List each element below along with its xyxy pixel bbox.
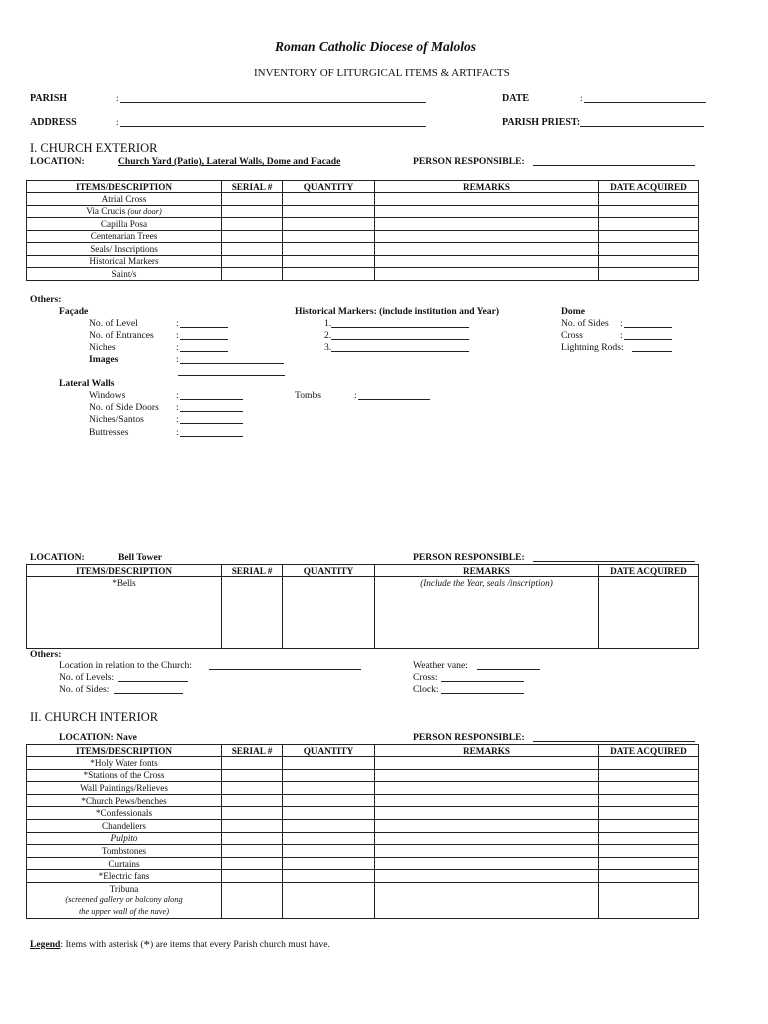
facade-niches-label: Niches xyxy=(89,342,116,353)
item-label: Pulpito xyxy=(27,832,222,845)
quantity-cell[interactable] xyxy=(283,845,375,858)
lateral-windows-label: Windows xyxy=(89,390,126,401)
table-row xyxy=(27,832,699,845)
section-church-exterior: I. CHURCH EXTERIOR xyxy=(30,141,158,155)
table-row xyxy=(27,857,699,870)
quantity-cell[interactable] xyxy=(283,832,375,845)
item-label xyxy=(27,882,222,918)
serial-cell[interactable] xyxy=(222,769,283,782)
colon: : xyxy=(176,402,179,413)
address-colon: : xyxy=(116,117,119,128)
item-label: Centenarian Trees xyxy=(27,230,222,243)
remarks-cell[interactable] xyxy=(375,870,599,883)
quantity-cell[interactable] xyxy=(283,193,375,206)
serial-cell[interactable] xyxy=(222,268,283,281)
serial-cell[interactable] xyxy=(222,577,283,649)
bell-sides-label: No. of Sides: xyxy=(59,684,110,695)
facade-images-field-2[interactable] xyxy=(178,375,285,376)
bell-sides-field[interactable] xyxy=(114,693,183,694)
item-label: *Bells xyxy=(27,577,222,649)
parish-label: PARISH xyxy=(30,93,68,104)
bell-location-label: LOCATION: xyxy=(30,552,85,563)
colon: : xyxy=(176,414,179,425)
table-header-row xyxy=(27,565,699,577)
remarks-cell[interactable] xyxy=(375,782,599,795)
person-responsible-label: PERSON RESPONSIBLE: xyxy=(413,156,525,167)
date-cell[interactable] xyxy=(599,845,699,858)
date-cell[interactable] xyxy=(599,807,699,820)
col-items: ITEMS/DESCRIPTION xyxy=(27,745,222,757)
date-cell[interactable] xyxy=(599,757,699,770)
item-label: *Stations of the Cross xyxy=(27,769,222,782)
exterior-items-table xyxy=(26,180,699,281)
facade-entrances-label: No. of Entrances xyxy=(89,330,154,341)
marker-2-field[interactable] xyxy=(331,339,469,340)
nave-person-responsible-label: PERSON RESPONSIBLE: xyxy=(413,732,525,743)
colon: : xyxy=(176,427,179,438)
weather-vane-label: Weather vane: xyxy=(413,660,468,671)
quantity-cell[interactable] xyxy=(283,757,375,770)
table-row xyxy=(27,205,699,218)
parish-priest-field[interactable] xyxy=(580,126,704,127)
quantity-cell[interactable] xyxy=(283,870,375,883)
legend-text-b: ) are items that every Parish church must have. xyxy=(150,939,330,950)
colon: : xyxy=(176,390,179,401)
lateral-buttresses-field[interactable] xyxy=(180,436,243,437)
table-row xyxy=(27,243,699,256)
date-cell[interactable] xyxy=(599,857,699,870)
date-colon: : xyxy=(580,93,583,104)
remarks-cell[interactable] xyxy=(375,832,599,845)
col-remarks: REMARKS xyxy=(375,745,599,757)
nave-person-responsible-field[interactable] xyxy=(533,741,695,742)
item-text: Via Crucis xyxy=(86,205,126,216)
table-row xyxy=(27,870,699,883)
serial-cell[interactable] xyxy=(222,857,283,870)
quantity-cell[interactable] xyxy=(283,807,375,820)
marker-2-label: 2. xyxy=(324,330,332,341)
interior-items-table xyxy=(26,744,699,919)
date-cell[interactable] xyxy=(599,819,699,832)
remarks-cell[interactable] xyxy=(375,243,599,256)
facade-entrances-field[interactable] xyxy=(180,339,228,340)
colon: : xyxy=(176,318,179,329)
tribuna-note-1: (screened gallery or balcony along xyxy=(65,894,183,904)
dome-rods-label: Lightning Rods: xyxy=(561,342,624,353)
quantity-cell[interactable] xyxy=(283,230,375,243)
item-label: Capilla Posa xyxy=(27,218,222,231)
item-label: Wall Paintings/Relieves xyxy=(27,782,222,795)
quantity-cell[interactable] xyxy=(283,857,375,870)
item-label: Saint/s xyxy=(27,268,222,281)
location-relation-label: Location in relation to the Church: xyxy=(59,660,192,671)
facade-images-field[interactable] xyxy=(180,363,284,364)
location-label: LOCATION: xyxy=(30,156,85,167)
colon: : xyxy=(620,330,623,341)
lateral-doors-field[interactable] xyxy=(180,411,243,412)
location-value: Church Yard (Patio), Lateral Walls, Dome and Facade xyxy=(118,156,341,167)
tombs-field[interactable] xyxy=(358,399,430,400)
parish-priest-label: PARISH PRIEST: xyxy=(502,117,581,128)
address-label: ADDRESS xyxy=(30,117,77,128)
table-row xyxy=(27,577,699,649)
item-label: Historical Markers xyxy=(27,255,222,268)
asterisk-icon: * xyxy=(143,937,151,952)
dome-sides-field[interactable] xyxy=(624,327,672,328)
date-cell[interactable] xyxy=(599,255,699,268)
lateral-buttresses-label: Buttresses xyxy=(89,427,129,438)
quantity-cell[interactable] xyxy=(283,769,375,782)
table-row xyxy=(27,268,699,281)
bell-person-responsible-label: PERSON RESPONSIBLE: xyxy=(413,552,525,563)
remarks-cell[interactable] xyxy=(375,757,599,770)
serial-cell[interactable] xyxy=(222,870,283,883)
table-row xyxy=(27,794,699,807)
lateral-niches-label: Niches/Santos xyxy=(89,414,144,425)
serial-cell[interactable] xyxy=(222,757,283,770)
date-cell[interactable] xyxy=(599,794,699,807)
nave-location-label: LOCATION: Nave xyxy=(59,732,137,743)
bell-cross-label: Cross: xyxy=(413,672,438,683)
date-cell[interactable] xyxy=(599,882,699,918)
date-label: DATE xyxy=(502,93,530,104)
item-note: (out door) xyxy=(127,206,162,216)
serial-cell[interactable] xyxy=(222,218,283,231)
dome-sides-label: No. of Sides xyxy=(561,318,609,329)
remarks-cell[interactable] xyxy=(375,845,599,858)
facade-levels-field[interactable] xyxy=(180,327,228,328)
remarks-cell[interactable] xyxy=(375,268,599,281)
facade-levels-label: No. of Level xyxy=(89,318,138,329)
lateral-windows-field[interactable] xyxy=(180,399,243,400)
item-label xyxy=(27,205,222,218)
diocese-title: Roman Catholic Diocese of Malolos xyxy=(275,39,477,54)
serial-cell[interactable] xyxy=(222,193,283,206)
tribuna-label: Tribuna xyxy=(109,883,139,894)
col-quantity: QUANTITY xyxy=(283,565,375,577)
date-field[interactable] xyxy=(584,102,706,103)
marker-1-field[interactable] xyxy=(331,327,469,328)
date-cell[interactable] xyxy=(599,832,699,845)
table-row xyxy=(27,193,699,206)
item-label: *Church Pews/benches xyxy=(27,794,222,807)
parish-colon: : xyxy=(116,93,119,104)
dome-label: Dome xyxy=(561,306,585,317)
remarks-cell[interactable] xyxy=(375,230,599,243)
lateral-doors-label: No. of Side Doors xyxy=(89,402,159,413)
table-header-row xyxy=(27,745,699,757)
bell-others-label: Others: xyxy=(30,649,62,660)
col-date-acquired: DATE ACQUIRED xyxy=(599,181,699,193)
col-remarks: REMARKS xyxy=(375,565,599,577)
bell-levels-label: No. of Levels: xyxy=(59,672,115,683)
serial-cell[interactable] xyxy=(222,845,283,858)
quantity-cell[interactable] xyxy=(283,268,375,281)
serial-cell[interactable] xyxy=(222,882,283,918)
date-cell[interactable] xyxy=(599,230,699,243)
dome-rods-field[interactable] xyxy=(632,351,672,352)
bell-tower-table xyxy=(26,564,699,649)
serial-cell[interactable] xyxy=(222,832,283,845)
lateral-walls-label: Lateral Walls xyxy=(59,378,115,389)
date-cell[interactable] xyxy=(599,193,699,206)
col-date-acquired: DATE ACQUIRED xyxy=(599,565,699,577)
form-subtitle: INVENTORY OF LITURGICAL ITEMS & ARTIFACTS xyxy=(254,67,510,79)
item-label: Seals/ Inscriptions xyxy=(27,243,222,256)
remarks-cell[interactable] xyxy=(375,819,599,832)
location-relation-field[interactable] xyxy=(209,669,361,670)
parish-field[interactable] xyxy=(120,102,426,103)
remarks-cell[interactable] xyxy=(375,193,599,206)
legend-label: Legend xyxy=(30,939,61,950)
col-quantity: QUANTITY xyxy=(283,745,375,757)
quantity-cell[interactable] xyxy=(283,794,375,807)
col-serial: SERIAL # xyxy=(222,565,283,577)
bell-cross-field[interactable] xyxy=(441,681,524,682)
quantity-cell[interactable] xyxy=(283,882,375,918)
col-serial: SERIAL # xyxy=(222,181,283,193)
col-remarks: REMARKS xyxy=(375,181,599,193)
date-cell[interactable] xyxy=(599,769,699,782)
colon: : xyxy=(176,342,179,353)
remarks-cell[interactable] xyxy=(375,218,599,231)
table-row xyxy=(27,882,699,918)
table-row xyxy=(27,230,699,243)
quantity-cell[interactable] xyxy=(283,243,375,256)
weather-vane-field[interactable] xyxy=(477,669,540,670)
serial-cell[interactable] xyxy=(222,807,283,820)
lateral-niches-field[interactable] xyxy=(180,423,243,424)
date-cell[interactable] xyxy=(599,205,699,218)
facade-niches-field[interactable] xyxy=(180,351,228,352)
col-items: ITEMS/DESCRIPTION xyxy=(27,181,222,193)
serial-cell[interactable] xyxy=(222,205,283,218)
marker-3-label: 3. xyxy=(324,342,332,353)
dome-cross-label: Cross xyxy=(561,330,583,341)
colon: : xyxy=(176,354,179,365)
serial-cell[interactable] xyxy=(222,230,283,243)
clock-label: Clock: xyxy=(413,684,439,695)
item-label: Curtains xyxy=(27,857,222,870)
col-quantity: QUANTITY xyxy=(283,181,375,193)
remarks-cell[interactable] xyxy=(375,807,599,820)
marker-1-label: 1. xyxy=(324,318,332,329)
item-label: Tombstones xyxy=(27,845,222,858)
facade-images-label: Images xyxy=(89,354,119,365)
legend-text-a: : Items with asterisk ( xyxy=(60,939,144,950)
table-row xyxy=(27,807,699,820)
table-header-row xyxy=(27,181,699,193)
table-row xyxy=(27,819,699,832)
date-cell[interactable] xyxy=(599,782,699,795)
colon: : xyxy=(176,330,179,341)
quantity-cell[interactable] xyxy=(283,218,375,231)
item-label: *Holy Water fonts xyxy=(27,757,222,770)
remarks-cell[interactable] xyxy=(375,769,599,782)
remarks-cell[interactable] xyxy=(375,794,599,807)
table-row xyxy=(27,769,699,782)
others-label: Others: xyxy=(30,294,62,305)
quantity-cell[interactable] xyxy=(283,255,375,268)
colon: : xyxy=(620,318,623,329)
date-cell[interactable] xyxy=(599,218,699,231)
date-cell[interactable] xyxy=(599,268,699,281)
serial-cell[interactable] xyxy=(222,782,283,795)
table-row xyxy=(27,845,699,858)
tombs-label: Tombs xyxy=(295,390,321,401)
serial-cell[interactable] xyxy=(222,255,283,268)
col-date-acquired: DATE ACQUIRED xyxy=(599,745,699,757)
tribuna-note-2: the upper wall of the nave) xyxy=(78,906,169,916)
historical-markers-label: Historical Markers: (include institution and Year) xyxy=(295,306,500,317)
clock-field[interactable] xyxy=(441,693,524,694)
section-church-interior: II. CHURCH INTERIOR xyxy=(30,710,159,724)
table-row xyxy=(27,782,699,795)
serial-cell[interactable] xyxy=(222,794,283,807)
table-row xyxy=(27,757,699,770)
quantity-cell[interactable] xyxy=(283,819,375,832)
quantity-cell[interactable] xyxy=(283,577,375,649)
date-cell[interactable] xyxy=(599,243,699,256)
remarks-note[interactable]: (Include the Year, seals /inscription) xyxy=(375,577,599,649)
person-responsible-field[interactable] xyxy=(533,165,695,166)
bell-location-value: Bell Tower xyxy=(118,552,162,563)
remarks-cell[interactable] xyxy=(375,255,599,268)
remarks-cell[interactable] xyxy=(375,857,599,870)
table-row xyxy=(27,218,699,231)
item-label: Chandeliers xyxy=(27,819,222,832)
remarks-cell[interactable] xyxy=(375,882,599,918)
dome-cross-field[interactable] xyxy=(624,339,672,340)
table-row xyxy=(27,255,699,268)
bell-person-responsible-field[interactable] xyxy=(533,561,695,562)
item-label: Atrial Cross xyxy=(27,193,222,206)
remarks-cell[interactable] xyxy=(375,205,599,218)
marker-3-field[interactable] xyxy=(331,351,469,352)
item-label: *Electric fans xyxy=(27,870,222,883)
date-cell[interactable] xyxy=(599,870,699,883)
col-items: ITEMS/DESCRIPTION xyxy=(27,565,222,577)
serial-cell[interactable] xyxy=(222,243,283,256)
address-field[interactable] xyxy=(120,126,426,127)
item-label: *Confessionals xyxy=(27,807,222,820)
date-cell[interactable] xyxy=(599,577,699,649)
quantity-cell[interactable] xyxy=(283,782,375,795)
colon: : xyxy=(354,390,357,401)
quantity-cell[interactable] xyxy=(283,205,375,218)
facade-label: Façade xyxy=(59,306,89,317)
legend xyxy=(30,936,330,950)
col-serial: SERIAL # xyxy=(222,745,283,757)
serial-cell[interactable] xyxy=(222,819,283,832)
bell-levels-field[interactable] xyxy=(118,681,188,682)
